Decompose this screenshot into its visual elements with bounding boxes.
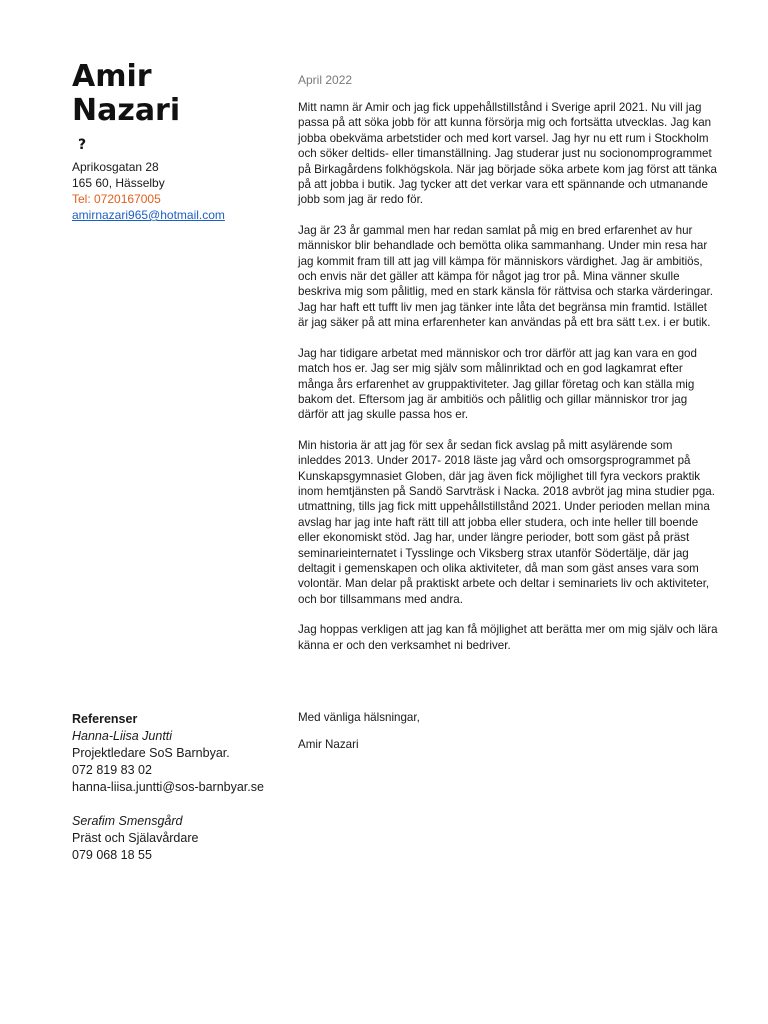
letter-paragraph: Mitt namn är Amir och jag fick uppehållstillstånd i Sverige april 2021. Nu vill jag passa på att söka jobb för att kunna försörja mig och fortsätta utvecklas. Jag kan jobba obekväma arbetstider och med kort varsel. Jag hyr nu ett rum i Stockholm och söker deltids- eller timanställning. Jag studerar just nu socionomprogrammet på Birkagårdens folkhögskola. När jag började söka arbete kom jag först att tänka på att jobba i butik. Jag tycker att det verkar vara ett spännande och utmanande jobb som jag är redo för. <box>298 101 717 207</box>
phone-number: Tel: 0720167005 <box>72 192 161 206</box>
letter-body <box>298 100 718 668</box>
letter-closing <box>298 710 420 753</box>
letter-paragraph: Jag har tidigare arbetat med människor och tror därför att jag kan vara en god match hos er. Jag ser mig själv som målinriktad och en god lagkamrat efter många års erfarenhet av gruppaktiviteter. Jag gillar företag och kan ställa mig bakom det. Eftersom jag är ambitiös och pålitlig och gillar människor tror jag därför att jag skulle passa hos er. <box>298 346 697 422</box>
first-name: Amir <box>72 59 152 94</box>
closing-greeting: Med vänliga hälsningar, <box>298 711 420 724</box>
reference-title: Projektledare SoS Barnbyar. <box>72 746 230 760</box>
signature: Amir Nazari <box>298 738 359 752</box>
references-heading: Referenser <box>72 712 138 726</box>
reference-email: hanna-liisa.juntti@sos-barnbyar.se <box>72 780 264 794</box>
email-link[interactable]: amirnazari965@hotmail.com <box>72 208 225 222</box>
reference-title: Präst och Själavårdare <box>72 831 199 845</box>
letter-paragraph: Jag är 23 år gammal men har redan samlat på mig en bred erfarenhet av hur människor blir behandlade och bemötta olika sammanhang. Under min resa har jag kommit fram till att jag vill kämpa för människors värdighet. Jag är ambitiös, och envis när det gäller att kämpa för något jag tror på. Mina vänner skulle beskriva mig som pålitlig, med en stark känsla för rättvisa och starka värderingar. Jag har haft ett tufft liv men jag tänker inte låta det begränsa min framtid. Istället är jag säker på att mina erfarenheter kan användas på ett bra sätt t.ex. i er butik. <box>298 223 713 330</box>
contact-block <box>72 159 225 223</box>
applicant-name <box>72 60 180 128</box>
unknown-glyph-icon: ? <box>78 137 87 153</box>
address-line-2: 165 60, Hässelby <box>72 176 165 190</box>
reference-phone: 079 068 18 55 <box>72 848 152 862</box>
letter-date: April 2022 <box>298 73 353 87</box>
last-name: Nazari <box>72 93 181 128</box>
references-section <box>72 711 264 864</box>
address-line-1: Aprikosgatan 28 <box>72 160 159 174</box>
reference-phone: 072 819 83 02 <box>72 763 152 777</box>
letter-paragraph: Min historia är att jag för sex år sedan fick avslag på mitt asylärende som inleddes 2013. Under 2017- 2018 läste jag vård och omsorgsprogrammet på Kunskapsgymnasiet Globen, där jag även fick möjlighet till fyra veckors praktik inom hemtjänsten på Sandö Sarvträsk i Nacka. 2018 avbröt jag mina studier pga. utmattning, tills jag fick mitt uppehållstillstånd 2021. Under perioden mellan mina avslag har jag inte haft rätt till att jobba eller studera, och inte heller till boende eller ekonomiskt stöd. Jag har, under längre perioder, bott som gäst på präst seminarieinternatet i Tysslinge och Viksberg strax utanför Södertälje, där jag deltagit i gemenskapen och olika aktiviteter, då man som gäst anses vara som volontär. Man delar på praktiskt arbete och deltar i seminariets liv och aktiviteter, och bor tillsammans med andra. <box>298 438 715 606</box>
letter-paragraph: Jag hoppas verkligen att jag kan få möjlighet att berätta mer om mig själv och lära känna er och den verksamhet ni bedriver. <box>298 623 718 652</box>
reference-name: Serafim Smensgård <box>72 814 183 828</box>
reference-name: Hanna-Liisa Juntti <box>72 729 173 743</box>
